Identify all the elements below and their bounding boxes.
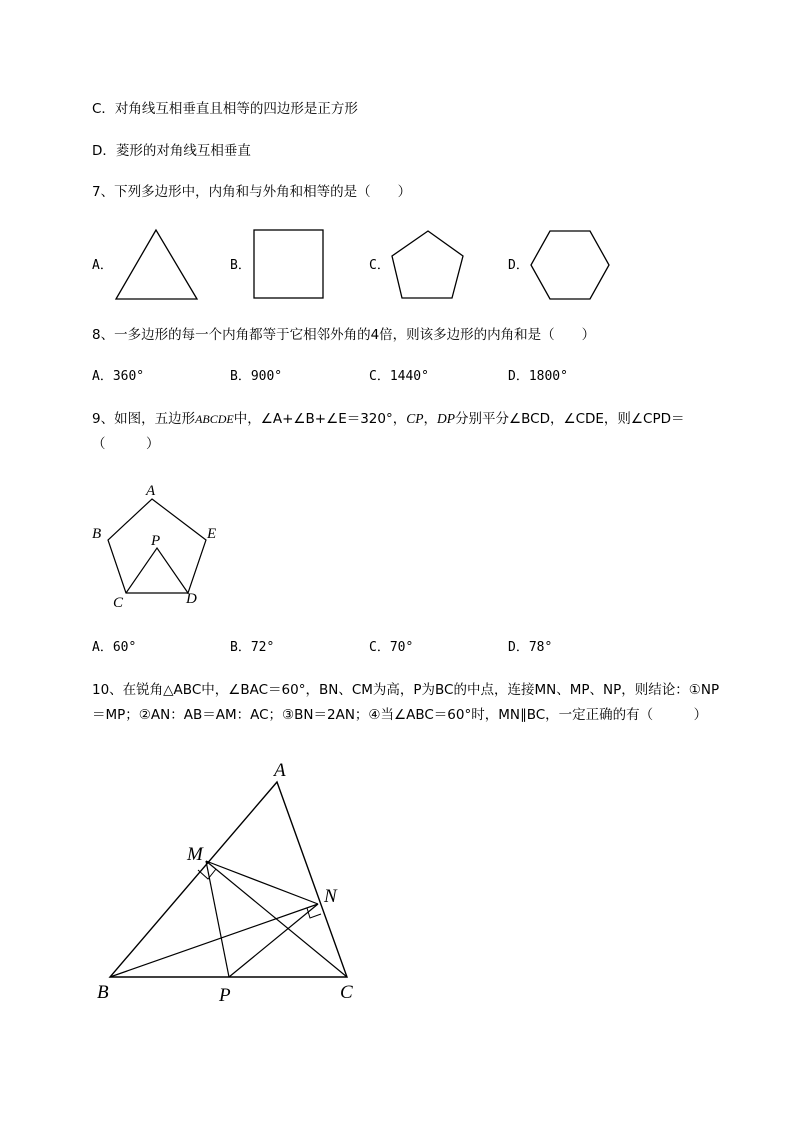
question-7: 7、下列多边形中，内角和与外角和相等的是（ ） (92, 184, 412, 200)
q7-option-d-label: D． (508, 258, 529, 273)
q9-option-a: A．60° (92, 640, 137, 655)
q9-cp: CP (406, 411, 424, 426)
segment-np (229, 904, 318, 977)
question-10-line-2: ＝MP；②AN：AB＝AM：AC；③BN＝2AN；④当∠ABC＝60°时，MN∥BC，一定正确的有（ ） (92, 707, 708, 723)
q8-option-b: B．900° (230, 369, 283, 384)
fig10-label-a: A (274, 760, 286, 781)
fig9-label-a: A (146, 483, 156, 499)
fig9-label-e: E (207, 526, 217, 542)
q9-prefix: 9、如图，五边形 (92, 411, 196, 427)
q9-option-d: D．78° (508, 640, 553, 655)
q7-option-a-label: A． (92, 258, 113, 273)
option-c-q6: C．对角线互相垂直且相等的四边形是正方形 (92, 101, 358, 117)
q9-angle-sum: 中，∠A+∠B+∠E＝320°， (233, 411, 407, 427)
q8-option-c: C．1440° (369, 369, 429, 384)
q9-separator: ， (423, 411, 438, 427)
fig10-label-n: N (324, 886, 337, 907)
fig10-label-c: C (340, 982, 353, 1003)
q7-option-b-label: B． (230, 258, 251, 273)
segment-mn (206, 861, 318, 904)
q9-polygon-name: ABCDE (195, 412, 234, 426)
fig9-label-p: P (151, 533, 161, 549)
q9-option-c: C．70° (369, 640, 414, 655)
fig10-label-p: P (219, 985, 231, 1006)
q8-option-d: D．1800° (508, 369, 568, 384)
fig9-label-b: B (92, 526, 102, 542)
segment-mp (206, 861, 229, 977)
question-10-line-1: 10、在锐角△ABC中，∠BAC＝60°，BN、CM为高，P为BC的中点，连接MN、MP、NP，则结论：①NP (92, 682, 720, 698)
q9-option-b: B．72° (230, 640, 275, 655)
q9-dp: DP (437, 411, 456, 426)
option-d-q6: D．菱形的对角线互相垂直 (92, 143, 251, 159)
fig9-label-c: C (113, 595, 124, 611)
q8-option-a: A．360° (92, 369, 145, 384)
right-angle-n (307, 908, 321, 918)
fig10-label-b: B (97, 982, 109, 1003)
question-8: 8、一多边形的每一个内角都等于它相邻外角的4倍，则该多边形的内角和是（ ） (92, 327, 596, 343)
fig10-label-m: M (187, 844, 203, 865)
q9-rest: 分别平分∠BCD，∠CDE，则∠CPD＝ (455, 411, 685, 427)
q9-answer-paren: （ ） (92, 436, 160, 452)
fig9-label-d: D (186, 591, 197, 607)
q7-option-c-label: C． (369, 258, 390, 273)
